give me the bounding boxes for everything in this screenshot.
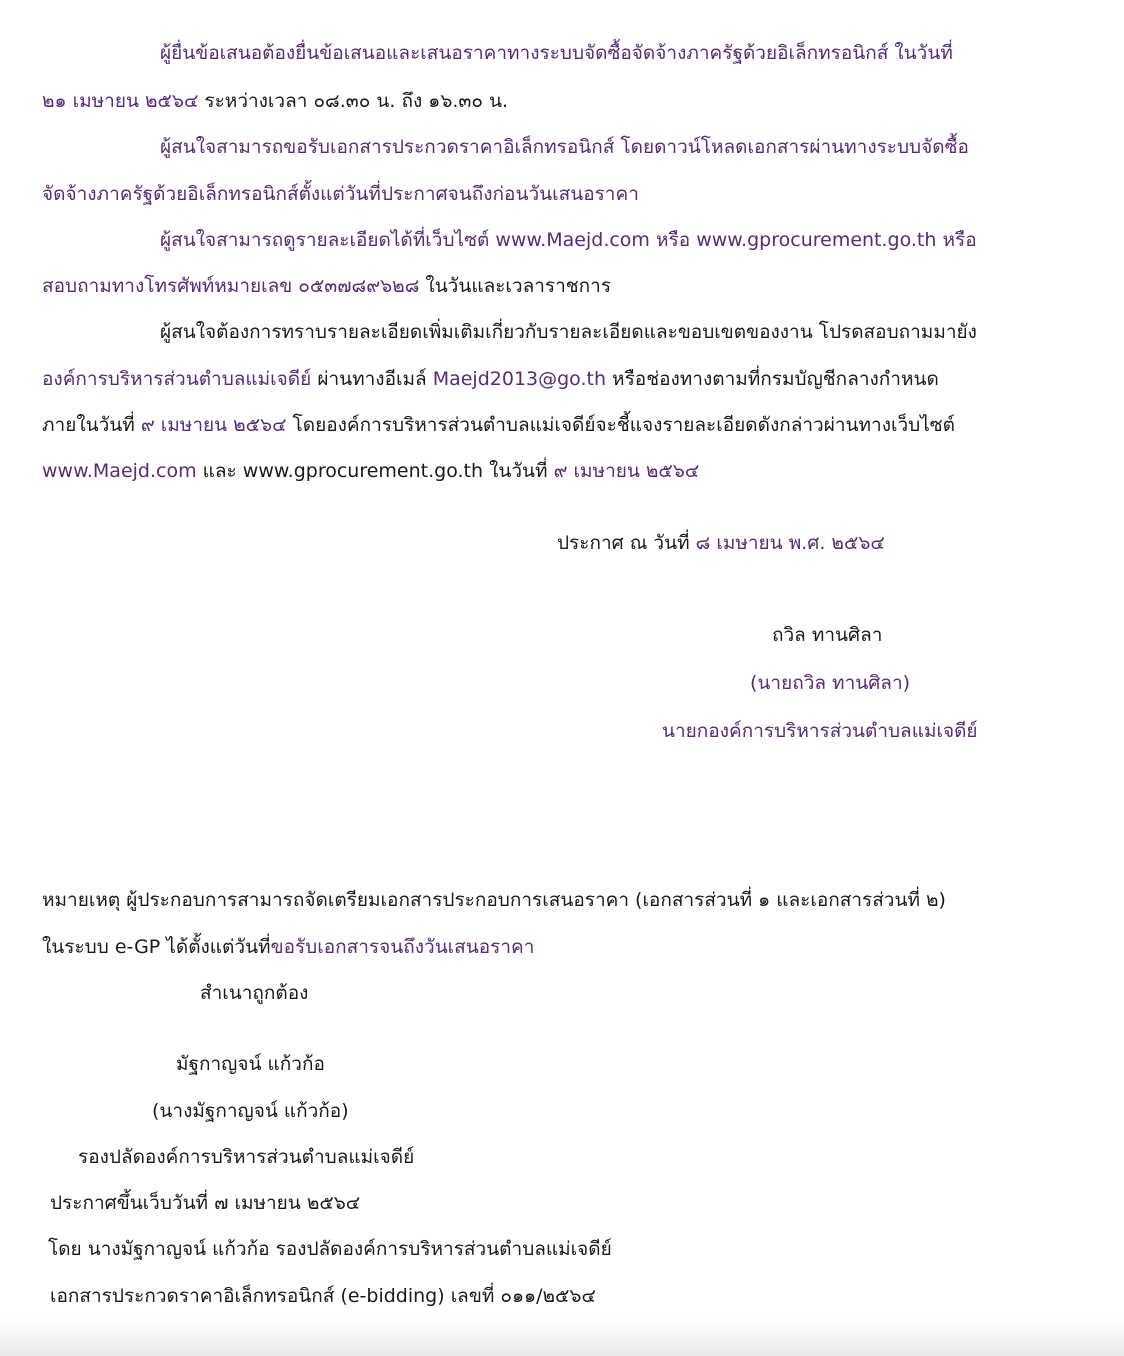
- bid-time-label: ระหว่างเวลา: [198, 90, 314, 112]
- or-text: หรือ: [649, 229, 697, 251]
- phone-label: สอบถามทางโทรศัพท์หมายเลข: [42, 275, 299, 297]
- signer-full-name: (นายถวิล ทานศิลา): [750, 672, 911, 694]
- org-name: องค์การบริหารส่วนตำบลแม่เจดีย์: [42, 368, 312, 390]
- website-link-maejd-2[interactable]: www.Maejd.com: [42, 460, 197, 482]
- within-date-label: ภายในวันที่: [42, 414, 141, 436]
- announcement-date-line: [557, 530, 885, 556]
- note-line2: [42, 934, 534, 960]
- certified-copy-label: สำเนาถูกต้อง: [200, 982, 309, 1004]
- posted-by: โดย นางมัฐกาญจน์ แก้วก้อ รองปลัดองค์การบริหารส่วนตำบลแม่เจดีย์: [48, 1238, 612, 1260]
- and-text: และ: [196, 460, 243, 482]
- note-line1: หมายเหตุ ผู้ประกอบการสามารถจัดเตรียมเอกสารประกอบการเสนอราคา (เอกสารส่วนที่ ๑ และเอกสารส่วนที่ ๒): [42, 889, 946, 911]
- website-link-maejd[interactable]: www.Maejd.com: [495, 229, 650, 251]
- certifier-full-name: (นางมัฐกาญจน์ แก้วก้อ): [152, 1100, 349, 1122]
- para1-line1: ผู้ยื่นข้อเสนอต้องยื่นข้อเสนอและเสนอราคาทางระบบจัดซื้อจัดจ้างภาครัฐด้วยอิเล็กทรอนิกส์ ในวันที่: [160, 42, 953, 64]
- para4-line3: [42, 412, 955, 438]
- clarify-text: โดยองค์การบริหารส่วนตำบลแม่เจดีย์จะชี้แจงรายละเอียดดังกล่าวผ่านทางเว็บไซต์: [286, 414, 956, 436]
- email-label: ผ่านทางอีเมล์: [311, 368, 433, 390]
- certifier-position: รองปลัดองค์การบริหารส่วนตำบลแม่เจดีย์: [78, 1146, 415, 1168]
- email-link[interactable]: Maejd2013@go.th: [432, 368, 607, 390]
- channel-text: หรือช่องทางตามที่กรมบัญชีกลางกำหนด: [606, 368, 939, 390]
- document-number: เอกสารประกวดราคาอิเล็กทรอนิกส์ (e-bidding) เลขที่ ๐๑๑/๒๕๖๔: [50, 1285, 596, 1307]
- note-period-text: ขอรับเอกสารจนถึงวันเสนอราคา: [270, 936, 535, 958]
- signer-position: นายกองค์การบริหารส่วนตำบลแม่เจดีย์: [662, 720, 978, 742]
- inquiry-deadline-date: ๙ เมษายน ๒๕๖๔: [140, 414, 287, 436]
- bid-date: ๒๑ เมษายน ๒๕๖๔: [42, 90, 199, 112]
- posted-date: ประกาศขึ้นเว็บวันที่ ๗ เมษายน ๒๕๖๔: [50, 1192, 361, 1214]
- certifier-signature-name: มัฐกาญจน์ แก้วก้อ: [176, 1053, 325, 1075]
- website-link-gprocurement-2[interactable]: www.gprocurement.go.th: [242, 460, 484, 482]
- para1-line2: [42, 88, 508, 114]
- para2-line1: ผู้สนใจสามารถขอรับเอกสารประกวดราคาอิเล็กทรอนิกส์ โดยดาวน์โหลดเอกสารผ่านทางระบบจัดซื้อ: [160, 136, 969, 158]
- bid-time: ๐๘.๓๐ น. ถึง ๑๖.๓๐ น.: [313, 90, 509, 112]
- on-date-label: ในวันที่: [483, 460, 554, 482]
- signer-signature-name: ถวิล ทานศิลา: [772, 624, 883, 646]
- para3-intro: ผู้สนใจสามารถดูรายละเอียดได้ที่เว็บไซต์: [160, 229, 496, 251]
- office-hours-text: ในวันและเวลาราชการ: [419, 275, 612, 297]
- para4-line2: [42, 366, 939, 392]
- para4-line4: [42, 458, 699, 484]
- para3-line1: [160, 227, 977, 253]
- announcement-date: ๘ เมษายน พ.ศ. ๒๕๖๔: [695, 532, 885, 554]
- clarify-date: ๙ เมษายน ๒๕๖๔: [553, 460, 700, 482]
- website-link-gprocurement[interactable]: www.gprocurement.go.th: [696, 229, 937, 251]
- or-text-2: หรือ: [936, 229, 977, 251]
- note-egp-text: ในระบบ e-GP ได้ตั้งแต่วันที่: [42, 936, 271, 958]
- para2-line2: จัดจ้างภาครัฐด้วยอิเล็กทรอนิกส์ตั้งแต่วันที่ประกาศจนถึงก่อนวันเสนอราคา: [42, 183, 639, 205]
- phone-number: ๐๕๓๗๘๙๖๒๘: [298, 275, 420, 297]
- para4-line1: ผู้สนใจต้องการทราบรายละเอียดเพิ่มเติมเกี่ยวกับรายละเอียดและขอบเขตของงาน โปรดสอบถามมายัง: [160, 321, 977, 343]
- announcement-label: ประกาศ ณ วันที่: [557, 532, 696, 554]
- page-bottom-shadow: [0, 1318, 1124, 1356]
- para3-line2: [42, 273, 611, 299]
